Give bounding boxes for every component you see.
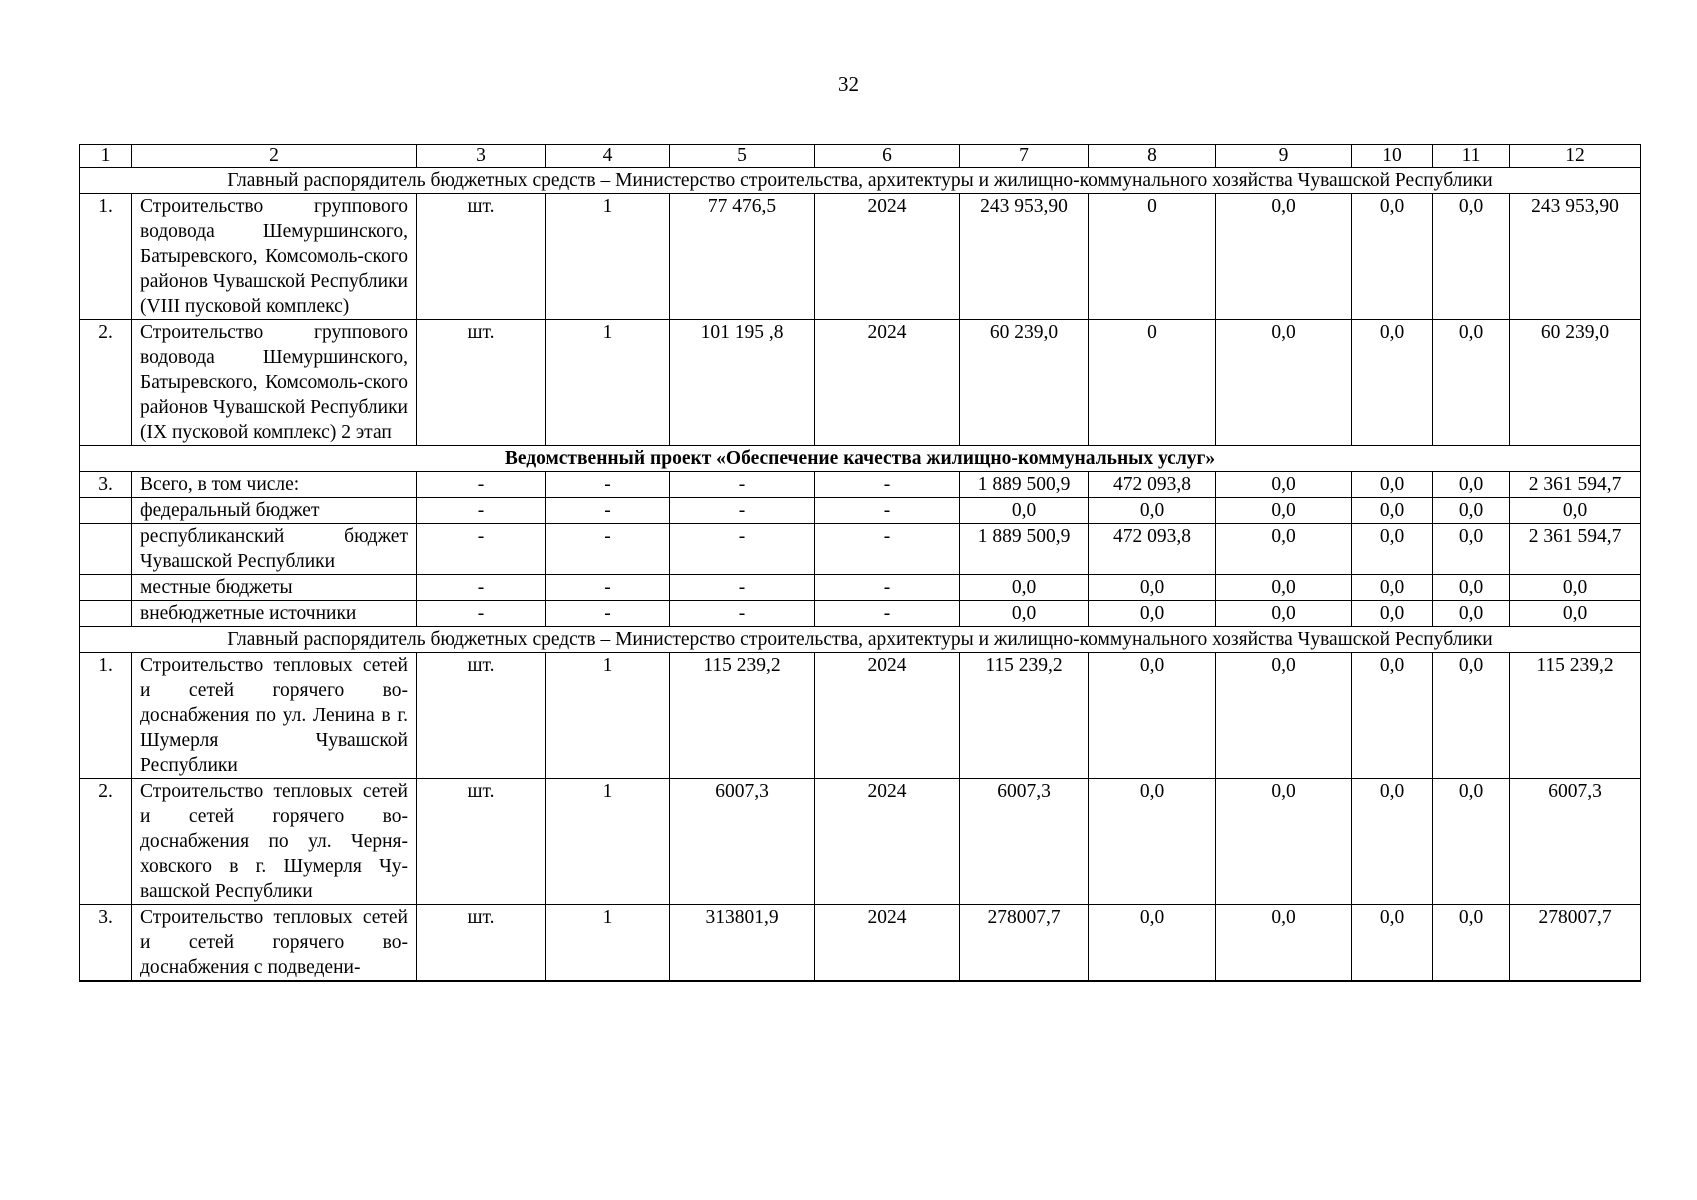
cell-c7: 1 889 500,9 (960, 472, 1089, 498)
column-header: 2 (132, 145, 417, 168)
cell-c6: - (815, 524, 960, 575)
cell-c3: - (417, 601, 546, 627)
cell-c9: 0,0 (1216, 601, 1352, 627)
column-header: 5 (670, 145, 815, 168)
cell-c11: 0,0 (1433, 575, 1510, 601)
cell-c12: 115 239,2 (1510, 653, 1641, 779)
cell-c7: 6007,3 (960, 779, 1089, 905)
cell-c12: 0,0 (1510, 601, 1641, 627)
table-row (80, 194, 1641, 320)
cell-c3: - (417, 472, 546, 498)
cell-c3: шт. (417, 194, 546, 320)
section-title-ministry-2 (80, 627, 1641, 653)
cell-c11: 0,0 (1433, 524, 1510, 575)
cell-c10: 0,0 (1352, 905, 1433, 982)
table-row (80, 320, 1641, 446)
cell-c7: 0,0 (960, 498, 1089, 524)
cell-c7: 278007,7 (960, 905, 1089, 982)
cell-c11: 0,0 (1433, 320, 1510, 446)
cell-c10: 0,0 (1352, 601, 1433, 627)
cell-c5: 115 239,2 (670, 653, 815, 779)
table-row (80, 524, 1641, 575)
cell-c11: 0,0 (1433, 194, 1510, 320)
table-row (80, 653, 1641, 779)
cell-c9: 0,0 (1216, 498, 1352, 524)
cell-c6: - (815, 601, 960, 627)
cell-c7: 60 239,0 (960, 320, 1089, 446)
row-name: Строительство группового водовода Шемуршинского, Батыревского, Комсомоль-ского районов Чувашской Республики (IX пусковой комплекс) 2 этап (132, 320, 417, 446)
cell-c7: 243 953,90 (960, 194, 1089, 320)
row-name: Строительство тепловых сетей и сетей горячего во-доснабжения по ул. Ленина в г. Шумерля Чувашской Республики (132, 653, 417, 779)
row-number: 3. (80, 905, 132, 982)
row-number (80, 601, 132, 627)
row-number (80, 575, 132, 601)
column-header: 6 (815, 145, 960, 168)
column-header: 7 (960, 145, 1089, 168)
cell-c3: - (417, 575, 546, 601)
cell-c12: 60 239,0 (1510, 320, 1641, 446)
cell-c8: 0,0 (1089, 653, 1216, 779)
cell-c8: 0,0 (1089, 905, 1216, 982)
row-name: федеральный бюджет (132, 498, 417, 524)
cell-c6: - (815, 472, 960, 498)
section-title-ministry-cell: Главный распорядитель бюджетных средств – Министерство строительства, архитектуры и жилищно-коммунального хозяйства Чувашской Республики (80, 168, 1641, 194)
table-row (80, 575, 1641, 601)
cell-c4: 1 (546, 905, 670, 982)
cell-c3: шт. (417, 653, 546, 779)
project-title-cell: Ведомственный проект «Обеспечение качества жилищно-коммунальных услуг» (80, 446, 1641, 472)
cell-c10: 0,0 (1352, 320, 1433, 446)
cell-c9: 0,0 (1216, 320, 1352, 446)
column-header: 1 (80, 145, 132, 168)
cell-c12: 6007,3 (1510, 779, 1641, 905)
cell-c8: 0,0 (1089, 498, 1216, 524)
cell-c8: 0,0 (1089, 575, 1216, 601)
cell-c10: 0,0 (1352, 194, 1433, 320)
row-number: 1. (80, 194, 132, 320)
cell-c4: - (546, 472, 670, 498)
cell-c9: 0,0 (1216, 575, 1352, 601)
cell-c7: 1 889 500,9 (960, 524, 1089, 575)
cell-c7: 115 239,2 (960, 653, 1089, 779)
page-number: 32 (838, 72, 859, 96)
column-header: 3 (417, 145, 546, 168)
row-number: 1. (80, 653, 132, 779)
cell-c5: - (670, 524, 815, 575)
cell-c6: 2024 (815, 779, 960, 905)
cell-c5: 6007,3 (670, 779, 815, 905)
row-name: Строительство группового водовода Шемуршинского, Батыревского, Комсомоль-ского районов Чувашской Республики (VIII пусковой комплекс) (132, 194, 417, 320)
cell-c5: 77 476,5 (670, 194, 815, 320)
cell-c6: 2024 (815, 194, 960, 320)
cell-c4: 1 (546, 653, 670, 779)
cell-c5: 313801,9 (670, 905, 815, 982)
cell-c6: 2024 (815, 905, 960, 982)
row-name: Строительство тепловых сетей и сетей горячего во-доснабжения с подведени- (132, 905, 417, 982)
table-row (80, 779, 1641, 905)
section-title-ministry (80, 168, 1641, 194)
cell-c6: 2024 (815, 653, 960, 779)
cell-c9: 0,0 (1216, 194, 1352, 320)
project-title (80, 446, 1641, 472)
row-number (80, 524, 132, 575)
column-header: 11 (1433, 145, 1510, 168)
cell-c11: 0,0 (1433, 905, 1510, 982)
cell-c11: 0,0 (1433, 601, 1510, 627)
cell-c12: 0,0 (1510, 575, 1641, 601)
cell-c5: - (670, 498, 815, 524)
row-name: Всего, в том числе: (132, 472, 417, 498)
cell-c9: 0,0 (1216, 524, 1352, 575)
cell-c6: - (815, 575, 960, 601)
cell-c6: - (815, 498, 960, 524)
row-number: 3. (80, 472, 132, 498)
cell-c8: 0 (1089, 194, 1216, 320)
cell-c5: - (670, 472, 815, 498)
table-row (80, 498, 1641, 524)
cell-c7: 0,0 (960, 601, 1089, 627)
cell-c10: 0,0 (1352, 498, 1433, 524)
cell-c10: 0,0 (1352, 575, 1433, 601)
cell-c11: 0,0 (1433, 498, 1510, 524)
cell-c5: - (670, 601, 815, 627)
row-name: Строительство тепловых сетей и сетей горячего во-доснабжения по ул. Черня-ховского в г. Шумерля Чу-вашской Республики (132, 779, 417, 905)
column-header: 12 (1510, 145, 1641, 168)
cell-c3: - (417, 498, 546, 524)
section-title-ministry-2-cell: Главный распорядитель бюджетных средств – Министерство строительства, архитектуры и жилищно-коммунального хозяйства Чувашской Республики (80, 627, 1641, 653)
cell-c3: - (417, 524, 546, 575)
cell-c4: 1 (546, 320, 670, 446)
column-header: 9 (1216, 145, 1352, 168)
cell-c4: - (546, 524, 670, 575)
cell-c12: 278007,7 (1510, 905, 1641, 982)
cell-c4: 1 (546, 779, 670, 905)
cell-c11: 0,0 (1433, 472, 1510, 498)
cell-c8: 0,0 (1089, 779, 1216, 905)
row-name: местные бюджеты (132, 575, 417, 601)
cell-c5: 101 195 ,8 (670, 320, 815, 446)
cell-c3: шт. (417, 320, 546, 446)
table-row (80, 472, 1641, 498)
cell-c10: 0,0 (1352, 472, 1433, 498)
cell-c4: - (546, 601, 670, 627)
cell-c4: - (546, 575, 670, 601)
row-number: 2. (80, 320, 132, 446)
cell-c3: шт. (417, 905, 546, 982)
column-header: 4 (546, 145, 670, 168)
cell-c6: 2024 (815, 320, 960, 446)
row-number (80, 498, 132, 524)
row-name: республиканский бюджет Чувашской Республики (132, 524, 417, 575)
cell-c4: 1 (546, 194, 670, 320)
cell-c8: 472 093,8 (1089, 524, 1216, 575)
cell-c8: 472 093,8 (1089, 472, 1216, 498)
cell-c9: 0,0 (1216, 905, 1352, 982)
cell-c9: 0,0 (1216, 472, 1352, 498)
cell-c11: 0,0 (1433, 779, 1510, 905)
cell-c12: 2 361 594,7 (1510, 472, 1641, 498)
column-header: 8 (1089, 145, 1216, 168)
budget-table (79, 144, 1641, 982)
cell-c12: 2 361 594,7 (1510, 524, 1641, 575)
cell-c3: шт. (417, 779, 546, 905)
cell-c12: 0,0 (1510, 498, 1641, 524)
row-name: внебюджетные источники (132, 601, 417, 627)
table-row (80, 905, 1641, 982)
cell-c7: 0,0 (960, 575, 1089, 601)
table-body (80, 145, 1641, 982)
cell-c8: 0,0 (1089, 601, 1216, 627)
cell-c9: 0,0 (1216, 653, 1352, 779)
cell-c11: 0,0 (1433, 653, 1510, 779)
cell-c10: 0,0 (1352, 779, 1433, 905)
column-number-row (80, 145, 1641, 168)
cell-c12: 243 953,90 (1510, 194, 1641, 320)
column-header: 10 (1352, 145, 1433, 168)
cell-c5: - (670, 575, 815, 601)
table-row (80, 601, 1641, 627)
cell-c10: 0,0 (1352, 524, 1433, 575)
row-number: 2. (80, 779, 132, 905)
cell-c8: 0 (1089, 320, 1216, 446)
cell-c10: 0,0 (1352, 653, 1433, 779)
cell-c4: - (546, 498, 670, 524)
cell-c9: 0,0 (1216, 779, 1352, 905)
